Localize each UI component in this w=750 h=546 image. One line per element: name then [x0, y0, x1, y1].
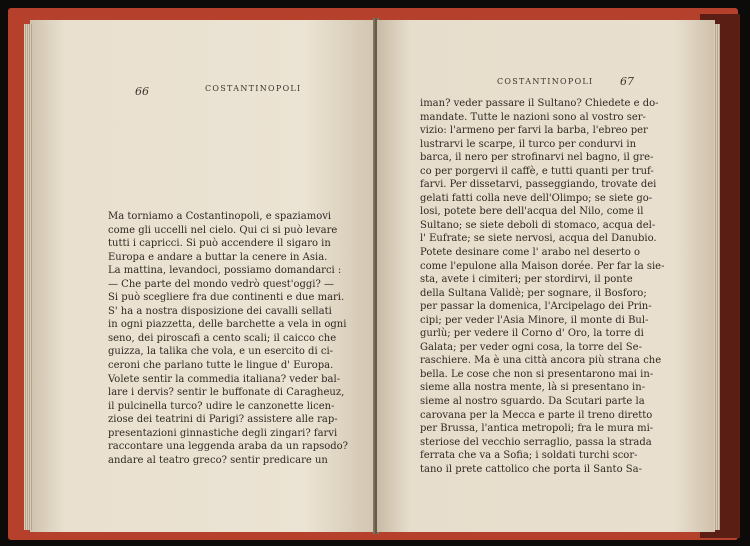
- text-line: per passar la domenica, l'Arcipelago dei Prin-: [420, 301, 652, 313]
- page-edges-left: [24, 24, 32, 530]
- text-line: gelati fatti colla neve dell'Olimpo; se siete go-: [420, 192, 653, 204]
- text-line: il pulcinella turco? udire le canzonette licen-: [108, 400, 335, 412]
- running-head-right: COSTANTINOPOLI: [497, 77, 594, 86]
- text-line: cipi; per veder l'Asia Minore, il monte di Bul-: [420, 314, 649, 326]
- text-line: carovana per la Mecca e parte il treno diretto: [420, 409, 653, 421]
- text-line: presentazioni ginnastiche degli zingari? farvi: [108, 427, 338, 439]
- text-line: farvi. Per dissetarvi, passeggiando, trovate dei: [420, 179, 657, 191]
- text-line: Galata; per veder ogni cosa, la torre del Se-: [420, 341, 642, 353]
- text-line: raschiere. Ma è una città ancora più strana che: [420, 355, 662, 367]
- text-line: della Sultana Validè; per sognare, il Bosforo;: [420, 287, 647, 299]
- page-edges-right: [714, 24, 720, 530]
- text-line: Si può scegliere fra due continenti e due mari.: [108, 292, 345, 304]
- text-line: come l'epulone alla Maison dorée. Per far la sie-: [420, 260, 665, 272]
- text-line: Ma torniamo a Costantinopoli, e spaziamovi: [108, 211, 332, 222]
- text-line: sieme al nostro sguardo. Da Scutari parte la: [420, 396, 645, 408]
- running-head-left: COSTANTINOPOLI: [205, 84, 302, 93]
- text-line: tano il prete cattolico che porta il Santo Sa-: [420, 463, 642, 475]
- text-line: ceroni che parlano tutte le lingue d' Europa.: [108, 360, 334, 372]
- text-line: co per porgervi il caffè, e tutti quanti per truf-: [420, 165, 654, 177]
- page-number-right: 67: [620, 75, 634, 88]
- text-line: steriose del vecchio serraglio, passa la strada: [420, 436, 652, 448]
- left-page: [30, 20, 375, 532]
- text-line: sta, avete i cimiteri; per stordirvi, il ponte: [420, 274, 633, 286]
- text-line: ziose dei teatrini di Parigi? assistere alle rap-: [108, 414, 338, 426]
- text-line: come gli uccelli nel cielo. Qui ci si può levare: [108, 224, 338, 236]
- text-line: bella. Le cose che non si presentarono mai in-: [420, 368, 654, 380]
- text-line: sieme alla nostra mente, là si presentano in-: [420, 382, 646, 394]
- right-page: [377, 20, 715, 532]
- page-number-left: 66: [135, 85, 149, 98]
- text-line: Volete sentir la commedia italiana? veder bal-: [108, 373, 341, 385]
- text-line: tutti i capricci. Si può accendere il sigaro in: [108, 238, 331, 250]
- text-line: mandate. Tutte le nazioni sono al vostro ser-: [420, 111, 646, 123]
- text-line: La mattina, levandoci, possiamo domandarci :: [108, 265, 342, 277]
- text-line: — Che parte del mondo vedrò quest'oggi? —: [108, 278, 335, 290]
- text-line: l' Eufrate; se siete nervosi, acqua del Danubio.: [420, 233, 657, 245]
- text-line: in ogni piazzetta, delle barchette a vela in ogni: [108, 319, 347, 331]
- text-line: per Brussa, l'antica metropoli; fra le mura mi-: [420, 423, 654, 435]
- text-line: lare i dervis? sentir le buffonate di Caragheuz,: [108, 387, 345, 399]
- text-line: ferrata che va a Sofia; i soldati turchi scor-: [420, 450, 638, 462]
- left-page-body: [108, 210, 376, 467]
- text-line: guizza, la talika che vola, e un esercito di ci-: [108, 346, 334, 358]
- text-line: losi, potete bere dell'acqua del Nilo, come il: [420, 206, 644, 218]
- text-line: gurlù; per vedere il Corno d' Oro, la torre di: [420, 328, 644, 340]
- text-line: barca, il nero per strofinarvi nel bagno, il gre-: [420, 152, 654, 164]
- right-page-body: [420, 97, 700, 476]
- text-line: Europa e andare a buttar la cenere in Asia.: [108, 251, 328, 263]
- text-line: vizio: l'armeno per farvi la barba, l'ebreo per: [420, 125, 648, 137]
- text-line: seno, dei piroscafi a cento scali; il caicco che: [108, 332, 337, 344]
- text-line: raccontare una leggenda araba da un rapsodo?: [108, 441, 349, 453]
- text-line: iman? veder passare il Sultano? Chiedete e do-: [420, 98, 659, 109]
- text-line: lustrarvi le scarpe, il turco per condurvi in: [420, 138, 637, 150]
- text-line: andare al teatro greco? sentir predicare un: [108, 454, 328, 466]
- text-line: Potete desinare come l' arabo nel deserto o: [420, 247, 641, 259]
- text-line: S' ha a nostra disposizione dei cavalli sellati: [108, 305, 332, 317]
- text-line: Sultano; se siete deboli di stomaco, acqua del-: [420, 219, 656, 231]
